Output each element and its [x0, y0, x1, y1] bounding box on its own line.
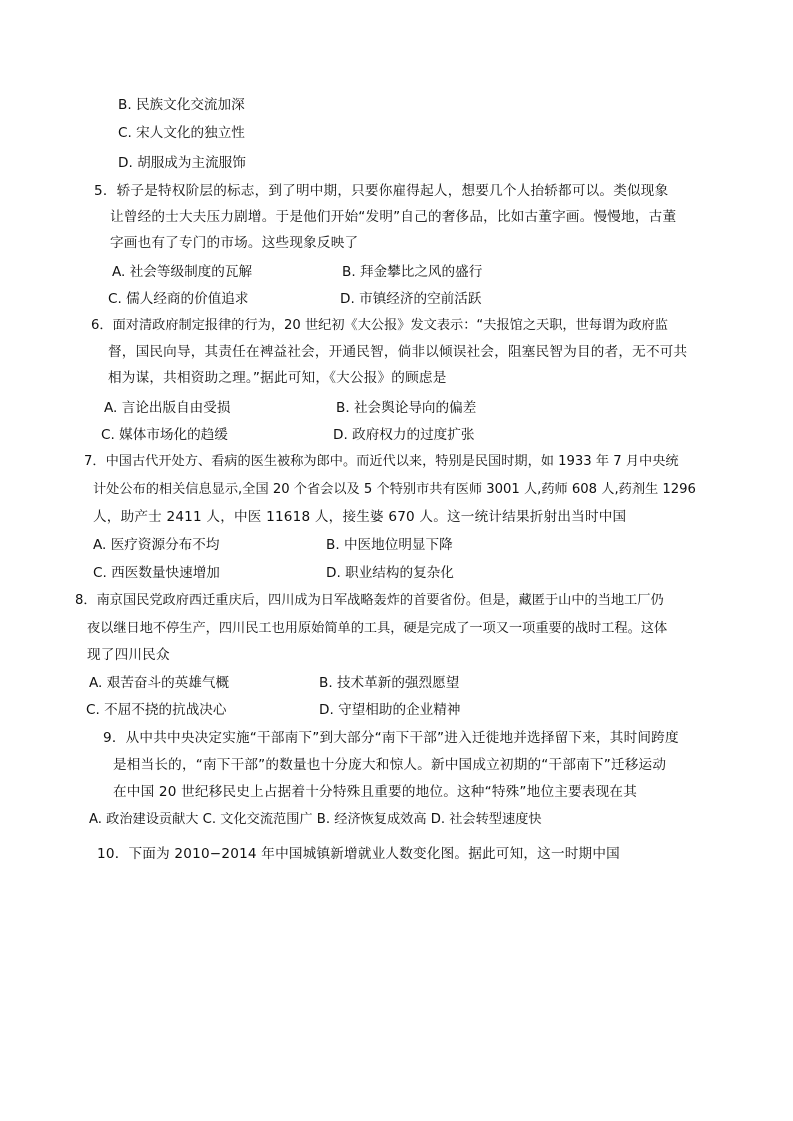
q9-stem-line-3: 在中国 20 世纪移民史上占据着十分特殊且重要的地位。这种“特殊”地位主要表现在其	[113, 784, 638, 800]
q7-option-d: D. 职业结构的复杂化	[326, 565, 454, 581]
q4-option-d: D. 胡服成为主流服饰	[118, 155, 246, 171]
q6-option-c: C. 媒体市场化的趋缓	[101, 427, 228, 443]
q5-stem-line-1: 5．轿子是特权阶层的标志，到了明中期，只要你雇得起人，想要几个人抬轿都可以。类似现象	[94, 183, 669, 199]
q5-stem-line-3: 字画也有了专门的市场。这些现象反映了	[110, 235, 359, 251]
q7-stem-line-2: 计处公布的相关信息显示,全国 20 个省会以及 5 个特别市共有医师 3001 人,药师 608 人,药剂生 1296	[93, 482, 696, 497]
q8-stem-line-2: 夜以继日地不停生产，四川民工也用原始简单的工具，硬是完成了一项又一项重要的战时工程。这体	[87, 621, 668, 636]
q4-option-c: C. 宋人文化的独立性	[118, 125, 245, 141]
q7-option-a: A. 医疗资源分布不均	[93, 537, 220, 553]
q6-option-b: B. 社会舆论导向的偏差	[336, 400, 477, 416]
q6-stem-line-3: 相为谋，共相资助之理。”据此可知，《大公报》的顾虑是	[108, 370, 447, 386]
q9-stem-line-2: 是相当长的，“南下干部”的数量也十分庞大和惊人。新中国成立初期的“干部南下”迁移运动	[113, 757, 667, 773]
q7-stem-line-3: 人，助产士 2411 人，中医 11618 人，接生婆 670 人。这一统计结果折射出当时中国	[93, 509, 627, 525]
q8-stem-line-1: 8．南京国民党政府西迁重庆后，四川成为日军战略轰炸的首要省份。但是，藏匿于山中的当地工厂仍	[75, 593, 664, 608]
q5-option-c: C. 儒人经商的价值追求	[108, 291, 249, 307]
q6-stem-line-1: 6．面对清政府制定报律的行为，20 世纪初《大公报》发文表示：“夫报馆之天职，世每谓为政府监	[91, 318, 668, 333]
q5-option-b: B. 拜金攀比之风的盛行	[342, 264, 483, 280]
q7-option-b: B. 中医地位明显下降	[326, 537, 453, 553]
q8-option-b: B. 技术革新的强烈愿望	[319, 675, 460, 691]
q7-stem-line-1: 7．中国古代开处方、看病的医生被称为郎中。而近代以来，特别是民国时期，如 1933 年 7 月中央统	[84, 454, 679, 469]
q8-stem-line-3: 现了四川民众	[87, 647, 170, 663]
q10-stem-line-1: 10．下面为 2010−2014 年中国城镇新增就业人数变化图。据此可知，这一时期中国	[97, 846, 620, 862]
q5-option-a: A. 社会等级制度的瓦解	[112, 264, 253, 280]
q8-option-d: D. 守望相助的企业精神	[319, 702, 461, 718]
q5-stem-line-2: 让曾经的士大夫压力剧增。于是他们开始“发明”自己的奢侈品，比如古董字画。慢慢地，古董	[110, 209, 677, 225]
q8-option-c: C. 不屈不挠的抗战决心	[86, 702, 227, 718]
q7-option-c: C. 西医数量快速增加	[93, 565, 220, 581]
q4-option-b: B. 民族文化交流加深	[118, 97, 245, 113]
q9-stem-line-1: 9．从中共中央决定实施“干部南下”到大部分“南下干部”进入迁徙地并选择留下来，其时间跨度	[103, 730, 679, 746]
q6-option-a: A. 言论出版自由受损	[104, 400, 231, 416]
q5-option-d: D. 市镇经济的空前活跃	[340, 291, 482, 307]
q9-options: A. 政治建设贡献大 C. 文化交流范围广 B. 经济恢复成效高 D. 社会转型速度快	[89, 812, 542, 827]
q6-stem-line-2: 督，国民向导，其责任在裨益社会，开通民智，倘非以倾误社会，阻塞民智为目的者，无不可共	[108, 344, 688, 360]
q8-option-a: A. 艰苦奋斗的英雄气概	[89, 675, 230, 691]
q6-option-d: D. 政府权力的过度扩张	[333, 427, 475, 443]
